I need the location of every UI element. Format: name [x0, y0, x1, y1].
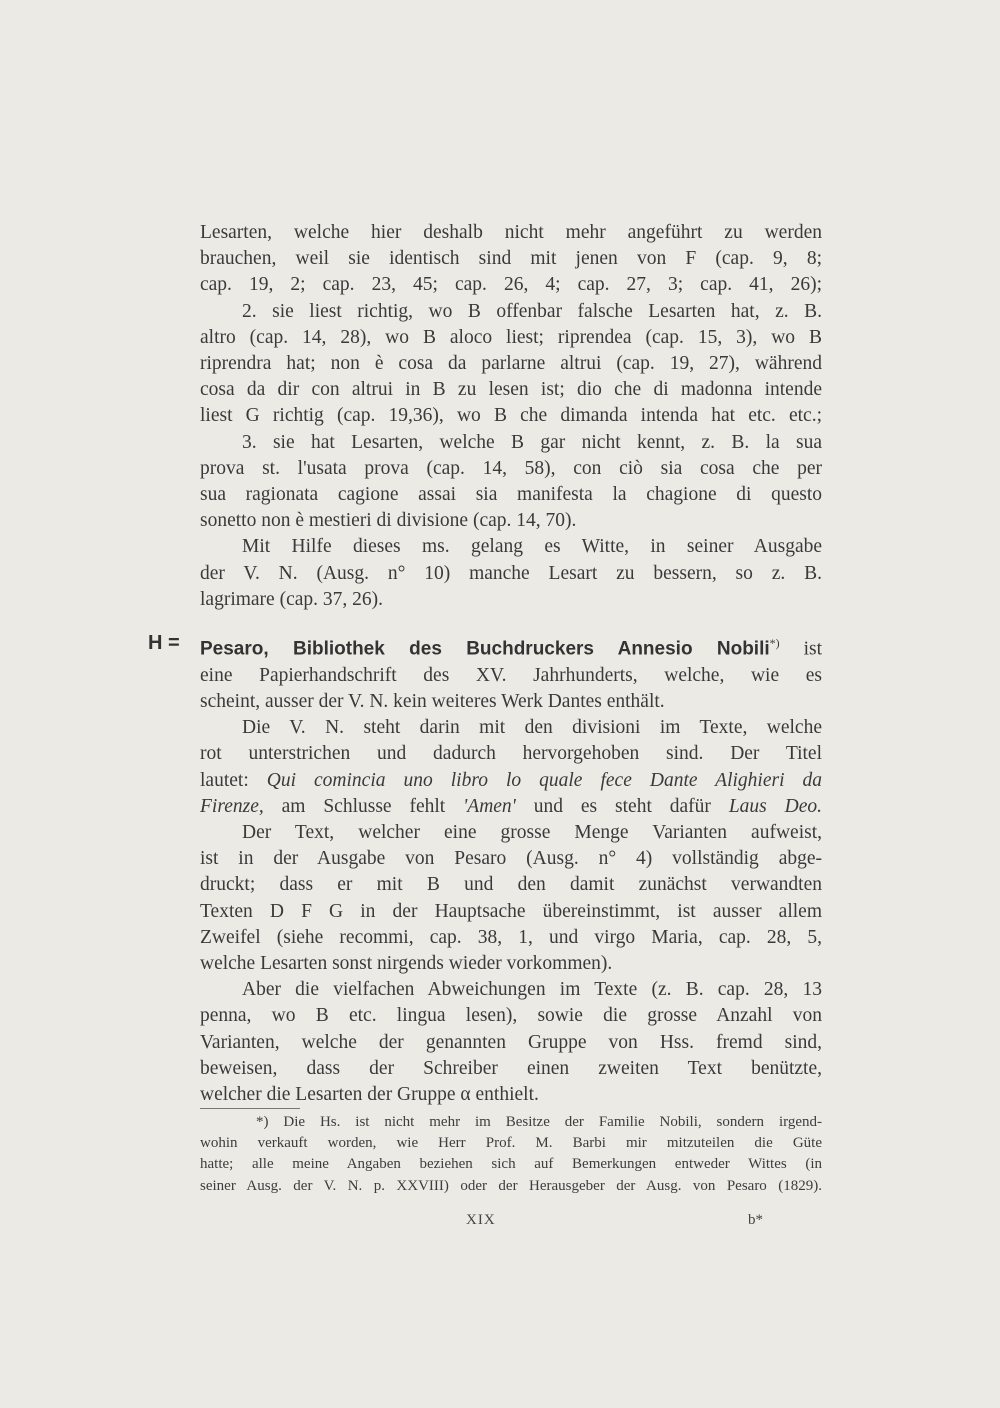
text-line: sua ragionata cagione assai sia manifesta la chagione di questo — [200, 484, 822, 506]
title-line-2 — [200, 794, 822, 820]
sheet-signature: b* — [748, 1212, 763, 1228]
amen-italic: 'Amen' — [463, 795, 516, 817]
text-line: Die V. N. steht darin mit den divisioni im Texte, welche — [242, 717, 822, 739]
text-line: Zweifel (siehe recommi, cap. 38, 1, und virgo Maria, cap. 28, 5, — [200, 926, 822, 948]
footnote-line: wohin verkauft worden, wie Herr Prof. M. Barbi mir mitzuteilen die Güte — [200, 1135, 822, 1152]
title-italic: Qui comincia uno libro lo quale fece Dante Alighieri da — [266, 769, 823, 791]
text-line: Varianten, welche der genannten Gruppe von Hss. fremd sind, — [200, 1031, 822, 1053]
heading-rest: ist — [779, 638, 822, 660]
title-mid: am Schlusse fehlt — [263, 795, 464, 817]
text-line: Aber die vielfachen Abweichungen im Texte (z. B. cap. 28, 13 — [242, 979, 822, 1001]
body-text-top — [200, 220, 822, 613]
laus-italic: Laus Deo. — [728, 795, 823, 817]
text-line: sonetto non è mestieri di divisione (cap. 14, 70). — [200, 510, 577, 532]
text-line: rot unterstrichen und dadurch hervorgehoben sind. Der Titel — [200, 743, 822, 765]
title-lead: lautet: — [200, 769, 267, 791]
text-line: Mit Hilfe dieses ms. gelang es Witte, in seiner Ausgabe — [242, 536, 822, 558]
text-line: scheint, ausser der V. N. kein weiteres Werk Dantes enthält. — [200, 690, 665, 712]
text-line: welche Lesarten sonst nirgends wieder vorkommen). — [200, 952, 613, 974]
text-line: cosa da dir con altrui in B zu lesen ist; dio che di madonna intende — [200, 379, 822, 401]
text-line: lagrimare (cap. 37, 26). — [200, 588, 384, 610]
text-line: eine Papierhandschrift des XV. Jahrhunderts, welche, wie es — [200, 664, 822, 686]
text-line: riprendra hat; non è cosa da parlarne altrui (cap. 19, 27), während — [200, 353, 822, 375]
text-line: 2. sie liest richtig, wo B offenbar falsche Lesarten hat, z. B. — [242, 300, 822, 322]
text-line: 3. sie hat Lesarten, welche B gar nicht kennt, z. B. la sua — [242, 431, 822, 453]
text-line: der V. N. (Ausg. n° 10) manche Lesart zu bessern, so z. B. — [200, 562, 822, 584]
title-line — [200, 768, 822, 794]
footnote-line: hatte; alle meine Angaben beziehen sich auf Bemerkungen entweder Wittes (in — [200, 1156, 822, 1173]
text-line: Lesarten, welche hier deshalb nicht mehr angeführt zu werden — [200, 222, 822, 243]
entry-h-text — [200, 630, 822, 1108]
text-line: cap. 19, 2; cap. 23, 45; cap. 26, 4; cap. 27, 3; cap. 41, 26); — [200, 274, 822, 296]
text-line: altro (cap. 14, 28), wo B aloco liest; riprendea (cap. 15, 3), wo B — [200, 326, 822, 348]
page-number: XIX — [466, 1212, 496, 1228]
entry-heading: Pesaro, Bibliothek des Buchdruckers Annesio Nobili — [200, 638, 770, 660]
text-line: Texten D F G in der Hauptsache übereinstimmt, ist ausser allem — [200, 900, 822, 922]
footnote-marker: *) — [769, 636, 780, 650]
text-line: brauchen, weil sie identisch sind mit jenen von F (cap. 9, 8; — [200, 248, 822, 270]
text-line: beweisen, dass der Schreiber einen zweiten Text benützte, — [200, 1057, 822, 1079]
text-line: Der Text, welcher eine grosse Menge Varianten aufweist, — [242, 821, 822, 843]
title-tail: und es steht dafür — [515, 795, 729, 817]
text-line: ist in der Ausgabe von Pesaro (Ausg. n° 4) vollständig abge- — [200, 848, 822, 870]
footnote-rule — [200, 1108, 300, 1109]
text-line: penna, wo B etc. lingua lesen), sowie die grosse Anzahl von — [200, 1005, 822, 1027]
text-line: liest G richtig (cap. 19,36), wo B che dimanda intenda hat etc. etc.; — [200, 405, 822, 427]
entry-heading-line — [200, 630, 822, 663]
manuscript-siglum: H = — [148, 632, 180, 654]
text-line: welcher die Lesarten der Gruppe α enthielt. — [200, 1083, 539, 1105]
footnote-line: seiner Ausg. der V. N. p. XXVIII) oder der Herausgeber der Ausg. von Pesaro (1829). — [200, 1177, 822, 1194]
title-italic-2: Firenze, — [200, 795, 264, 817]
footnote-line: *) Die Hs. ist nicht mehr im Besitze der Familie Nobili, sondern irgend- — [256, 1114, 822, 1130]
footnote — [200, 1112, 822, 1197]
text-line: prova st. l'usata prova (cap. 14, 58), con ciò sia cosa che per — [200, 457, 822, 479]
text-line: druckt; dass er mit B und den damit zunächst verwandten — [200, 874, 822, 896]
